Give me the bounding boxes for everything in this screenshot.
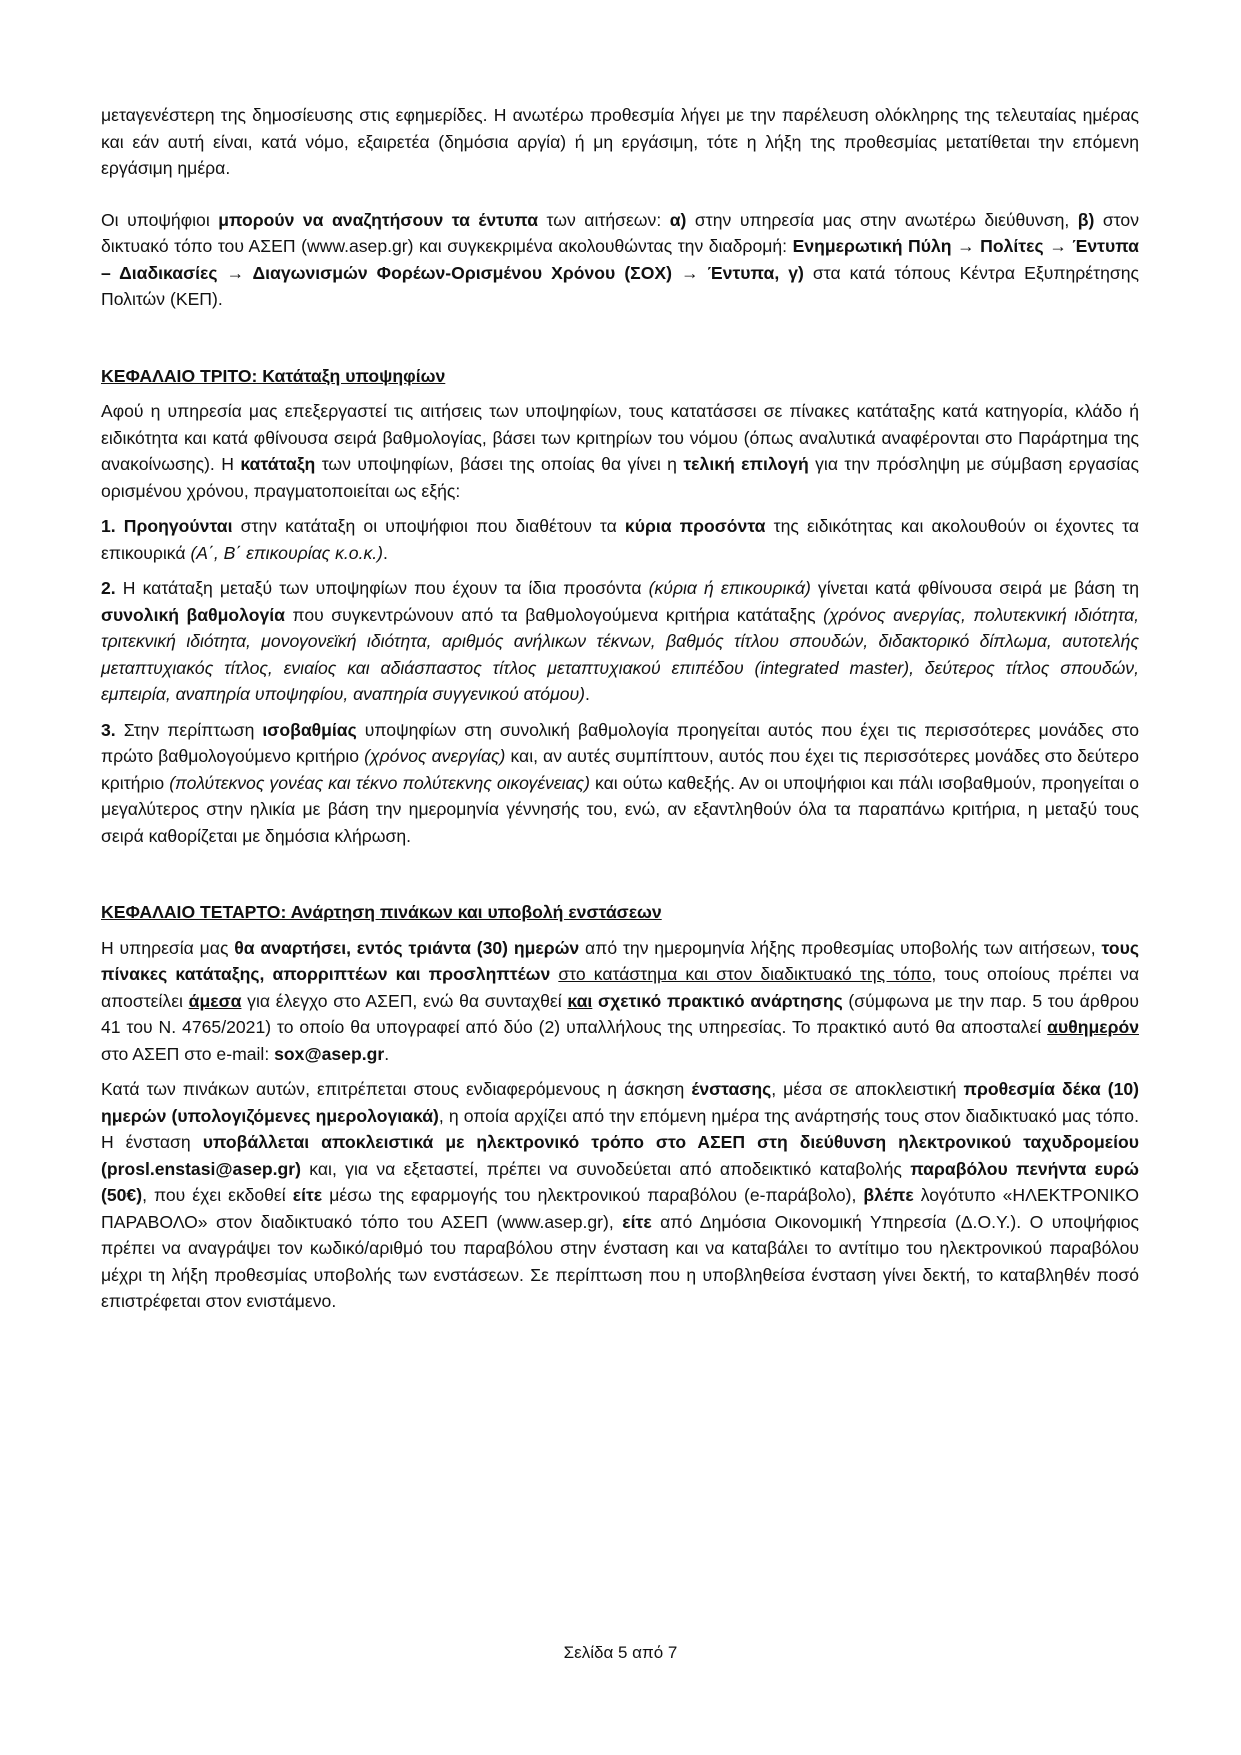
chapter-4-heading: ΚΕΦΑΛΑΙΟ ΤΕΤΑΡΤΟ: Ανάρτηση πινάκων και υποβολή ενστάσεων bbox=[101, 902, 662, 922]
sox-email: sox@asep.gr bbox=[274, 1043, 385, 1064]
chapter-3-heading: ΚΕΦΑΛΑΙΟ ΤΡΙΤΟ: Κατάταξη υποψηφίων bbox=[101, 365, 446, 386]
chapter-3-intro: Αφού η υπηρεσία μας επεξεργαστεί τις αιτήσεις των υποψηφίων, τους κατατάσσει σε πίνακες κατάταξης κατά κατηγορία, κλάδο ή ειδικότητα και κατά φθίνουσα σειρά βαθμολογίας, βάσει των κριτηρίων του νόμου (όπως αναλυτικά αναφέρονται στο Παράρτημα της ανακοίνωσης). Η κατάταξη των υποψηφίων, βάσει της οποίας θα γίνει η τελική επιλογή για την πρόσληψη με σύμβαση εργασίας ορισμένου χρόνου, πραγματοποιείται ως εξής: bbox=[101, 401, 1139, 501]
ranking-rule-2: 2. Η κατάταξη μεταξύ των υποψηφίων που έχουν τα ίδια προσόντα (κύρια ή επικουρικά) γίνεται κατά φθίνουσα σειρά με βάση τη συνολική βαθμολογία που συγκεντρώνουν από τα βαθμολογούμενα κριτήρια κατάταξης (χρόνος ανεργίας, πολυτεκνική ιδιότητα, τριτεκνική ιδιότητα, μονογονεϊκή ιδιότητα, αριθμός ανήλικων τέκνων, βαθμός τίτλου σπουδών, διδακτορικό δίπλωμα, αυτοτελής μεταπτυχιακός τίτλος, ενιαίος και αδιάσπαστος τίτλος μεταπτυχιακού επιπέδου (integrated master), δεύτερος τίτλος σπουδών, εμπειρία, αναπηρία υποψηφίου, αναπηρία συγγενικού ατόμου). bbox=[101, 578, 1139, 704]
paragraph-deadline: μεταγενέστερη της δημοσίευσης στις εφημερίδες. Η ανωτέρω προθεσμία λήγει με την παρέλευση ολόκληρης της τελευταίας ημέρας και εάν αυτή είναι, κατά νόμο, εξαιρετέα (δημόσια αργία) ή μη εργάσιμη, τότε η λήξη της προθεσμίας μετατίθεται την επόμενη εργάσιμη ημέρα. bbox=[101, 105, 1139, 178]
ranking-rule-1: 1. Προηγούνται στην κατάταξη οι υποψήφιοι που διαθέτουν τα κύρια προσόντα της ειδικότητας και ακολουθούν οι έχοντες τα επικουρικά (Α΄, Β΄ επικουρίας κ.ο.κ.). bbox=[101, 516, 1139, 563]
navigation-path: Ενημερωτική Πύλη → Πολίτες → Έντυπα – Διαδικασίες → Διαγωνισμών Φορέων-Ορισμένου Χρόνου (ΣΟΧ) → Έντυπα, γ) bbox=[101, 236, 1140, 283]
chapter-4-objection-paragraph: Κατά των πινάκων αυτών, επιτρέπεται στους ενδιαφερόμενους η άσκηση ένστασης, μέσα σε αποκλειστική προθεσμία δέκα (10) ημερών (υπολογιζόμενες ημερολογιακά), η οποία αρχίζει από την επόμενη ημέρα της ανάρτησής τους στον διαδικτυακό μας τόπο. Η ένσταση υποβάλλεται αποκλειστικά με ηλεκτρονικό τρόπο στο ΑΣΕΠ στη διεύθυνση ηλεκτρονικού ταχυδρομείου (prosl.enstasi@asep.gr) και, για να εξεταστεί, πρέπει να συνοδεύεται από αποδεικτικό καταβολής παραβόλου πενήντα ευρώ (50€), που έχει εκδοθεί είτε μέσω της εφαρμογής του ηλεκτρονικού παραβόλου (e-παράβολο), βλέπε λογότυπο «ΗΛΕΚΤΡΟΝΙΚΟ ΠΑΡΑΒΟΛΟ» στον διαδικτυακό τόπο του ΑΣΕΠ (www.asep.gr), είτε από Δημόσια Οικονομική Υπηρεσία (Δ.Ο.Υ.). Ο υποψήφιος πρέπει να αναγράψει τον κωδικό/αριθμό του παραβόλου στην ένσταση και να καταβάλει το αντίτιμο του ηλεκτρονικού παραβόλου μέχρι τη λήξη προθεσμίας υποβολής των ενστάσεων. Σε περίπτωση που η υποβληθείσα ένσταση γίνει δεκτή, το καταβληθέν ποσό επιστρέφεται στον ενιστάμενο. bbox=[101, 1079, 1140, 1311]
paragraph-application-forms: Οι υποψήφιοι μπορούν να αναζητήσουν τα έντυπα των αιτήσεων: α) στην υπηρεσία μας στην ανωτέρω διεύθυνση, β) στον δικτυακό τόπο του ΑΣΕΠ (www.asep.gr) και συγκεκριμένα ακολουθώντας την διαδρομή: Ενημερωτική Πύλη → Πολίτες → Έντυπα – Διαδικασίες → Διαγωνισμών Φορέων-Ορισμένου Χρόνου (ΣΟΧ) → Έντυπα, γ) στα κατά τόπους Κέντρα Εξυπηρέτησης Πολιτών (ΚΕΠ). bbox=[101, 209, 1140, 309]
document-page bbox=[101, 102, 1139, 1315]
chapter-4-posting-paragraph: Η υπηρεσία μας θα αναρτήσει, εντός τριάντα (30) ημερών από την ημερομηνία λήξης προθεσμίας υποβολής των αιτήσεων, τους πίνακες κατάταξης, απορριπτέων και προσληπτέων στο κατάστημα και στον διαδικτυακό της τόπο, τους οποίους πρέπει να αποστείλει άμεσα για έλεγχο στο ΑΣΕΠ, ενώ θα συνταχθεί και σχετικό πρακτικό ανάρτησης (σύμφωνα με την παρ. 5 του άρθρου 41 του Ν. 4765/2021) το οποίο θα υπογραφεί από δύο (2) υπαλλήλους της υπηρεσίας. Το πρακτικό αυτό θα αποσταλεί αυθημερόν στο ΑΣΕΠ στο e-mail: sox@asep.gr. bbox=[101, 937, 1140, 1064]
ranking-rule-3: 3. Στην περίπτωση ισοβαθμίας υποψηφίων στη συνολική βαθμολογία προηγείται αυτός που έχει τις περισσότερες μονάδες στο πρώτο βαθμολογούμενο κριτήριο (χρόνος ανεργίας) και, αν αυτές συμπίπτουν, αυτός που έχει τις περισσότερες μονάδες στο δεύτερο κριτήριο (πολύτεκνος γονέας και τέκνο πολύτεκνης οικογένειας) και ούτω καθεξής. Αν οι υποψήφιοι και πάλι ισοβαθμούν, προηγείται ο μεγαλύτερος στην ηλικία με βάση την ημερομηνία γέννησής του, ενώ, αν εξαντληθούν όλα τα παραπάνω κριτήρια, η μεταξύ τους σειρά καθορίζεται με δημόσια κλήρωση. bbox=[101, 719, 1140, 846]
page-number-footer: Σελίδα 5 από 7 bbox=[563, 1643, 678, 1662]
